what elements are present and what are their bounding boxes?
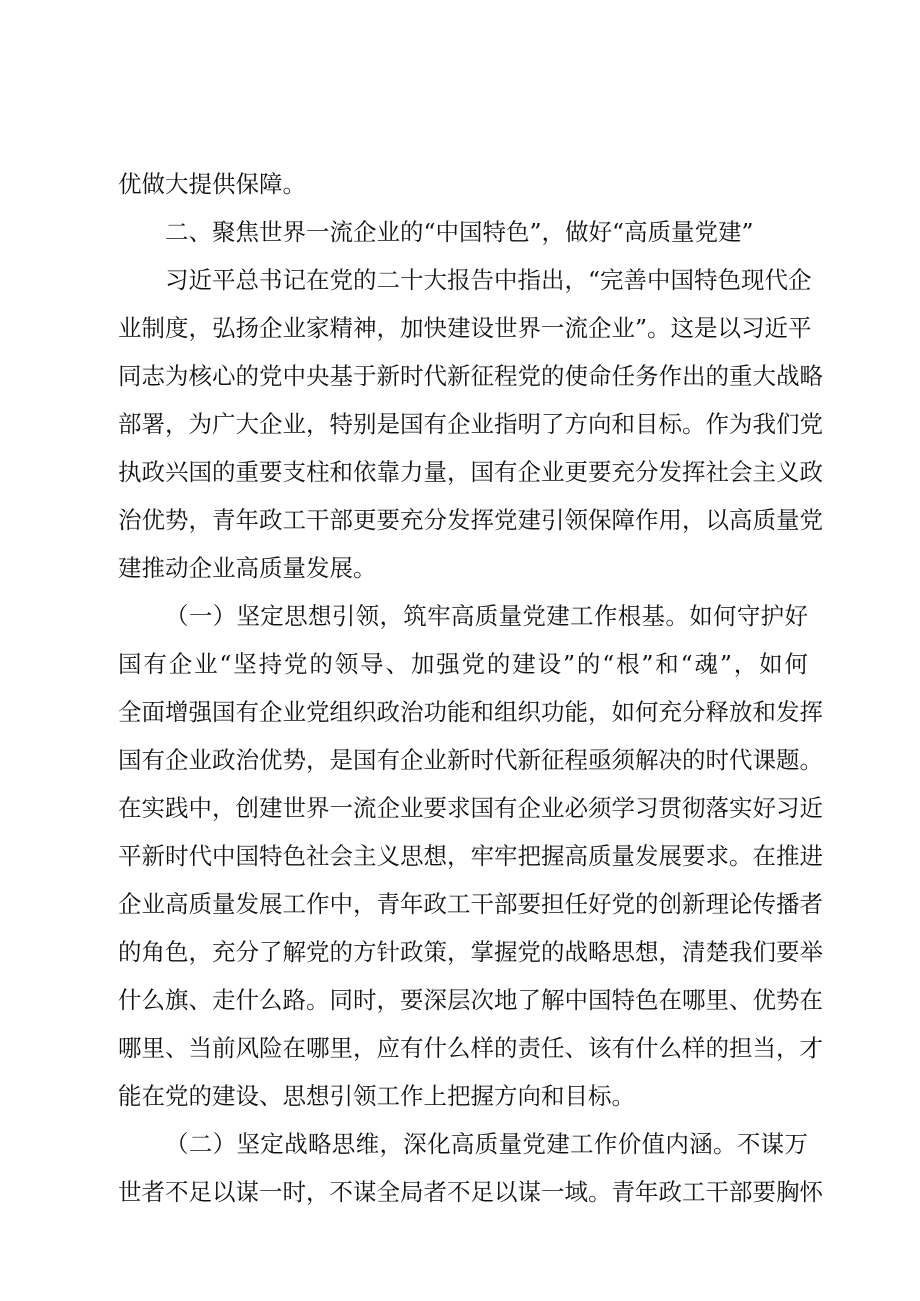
paragraph-line: 全面增强国有企业党组织政治功能和组织功能，如何充分释放和发挥 <box>118 698 823 726</box>
paragraph-line: 优做大提供保障。 <box>118 170 306 198</box>
paragraph-line: 治优势，青年政工干部更要充分发挥党建引领保障作用，以高质量党 <box>118 506 823 534</box>
paragraph-line: 世者不足以谋一时，不谋全局者不足以谋一域。青年政工干部要胸怀 <box>118 1178 823 1206</box>
subsection-heading-line: （二）坚定战略思维，深化高质量党建工作价值内涵。不谋万 <box>165 1130 808 1158</box>
paragraph-line: 什么旗、走什么路。同时，要深层次地了解中国特色在哪里、优势在 <box>118 986 823 1014</box>
subsection-heading-line: （一）坚定思想引领，筑牢高质量党建工作根基。如何守护好 <box>165 602 808 630</box>
paragraph-line: 建推动企业高质量发展。 <box>118 554 377 582</box>
section-heading: 二、聚焦世界一流企业的“中国特色”，做好“高质量党建” <box>165 218 754 246</box>
paragraph-line: 执政兴国的重要支柱和依靠力量，国有企业更要充分发挥社会主义政 <box>118 458 823 486</box>
paragraph-line: 部署，为广大企业，特别是国有企业指明了方向和目标。作为我们党 <box>118 410 823 438</box>
paragraph-line: 国有企业“坚持党的领导、加强党的建设”的“根”和“魂”，如何 <box>118 650 808 678</box>
paragraph-line: 哪里、当前风险在哪里，应有什么样的责任、该有什么样的担当，才 <box>118 1034 823 1062</box>
paragraph-line: 企业高质量发展工作中，青年政工干部要担任好党的创新理论传播者 <box>118 890 823 918</box>
paragraph-line: 平新时代中国特色社会主义思想，牢牢把握高质量发展要求。在推进 <box>118 842 823 870</box>
paragraph-line: 同志为核心的党中央基于新时代新征程党的使命任务作出的重大战略 <box>118 362 823 390</box>
paragraph-line: 在实践中，创建世界一流企业要求国有企业必须学习贯彻落实好习近 <box>118 794 823 822</box>
paragraph-line: 国有企业政治优势，是国有企业新时代新征程亟须解决的时代课题。 <box>118 746 823 774</box>
paragraph-line: 业制度，弘扬企业家精神，加快建设世界一流企业”。这是以习近平 <box>118 314 812 342</box>
paragraph-line: 的角色，充分了解党的方针政策，掌握党的战略思想，清楚我们要举 <box>118 938 823 966</box>
paragraph-line: 习近平总书记在党的二十大报告中指出，“完善中国特色现代企 <box>165 266 812 294</box>
paragraph-line: 能在党的建设、思想引领工作上把握方向和目标。 <box>118 1082 635 1110</box>
